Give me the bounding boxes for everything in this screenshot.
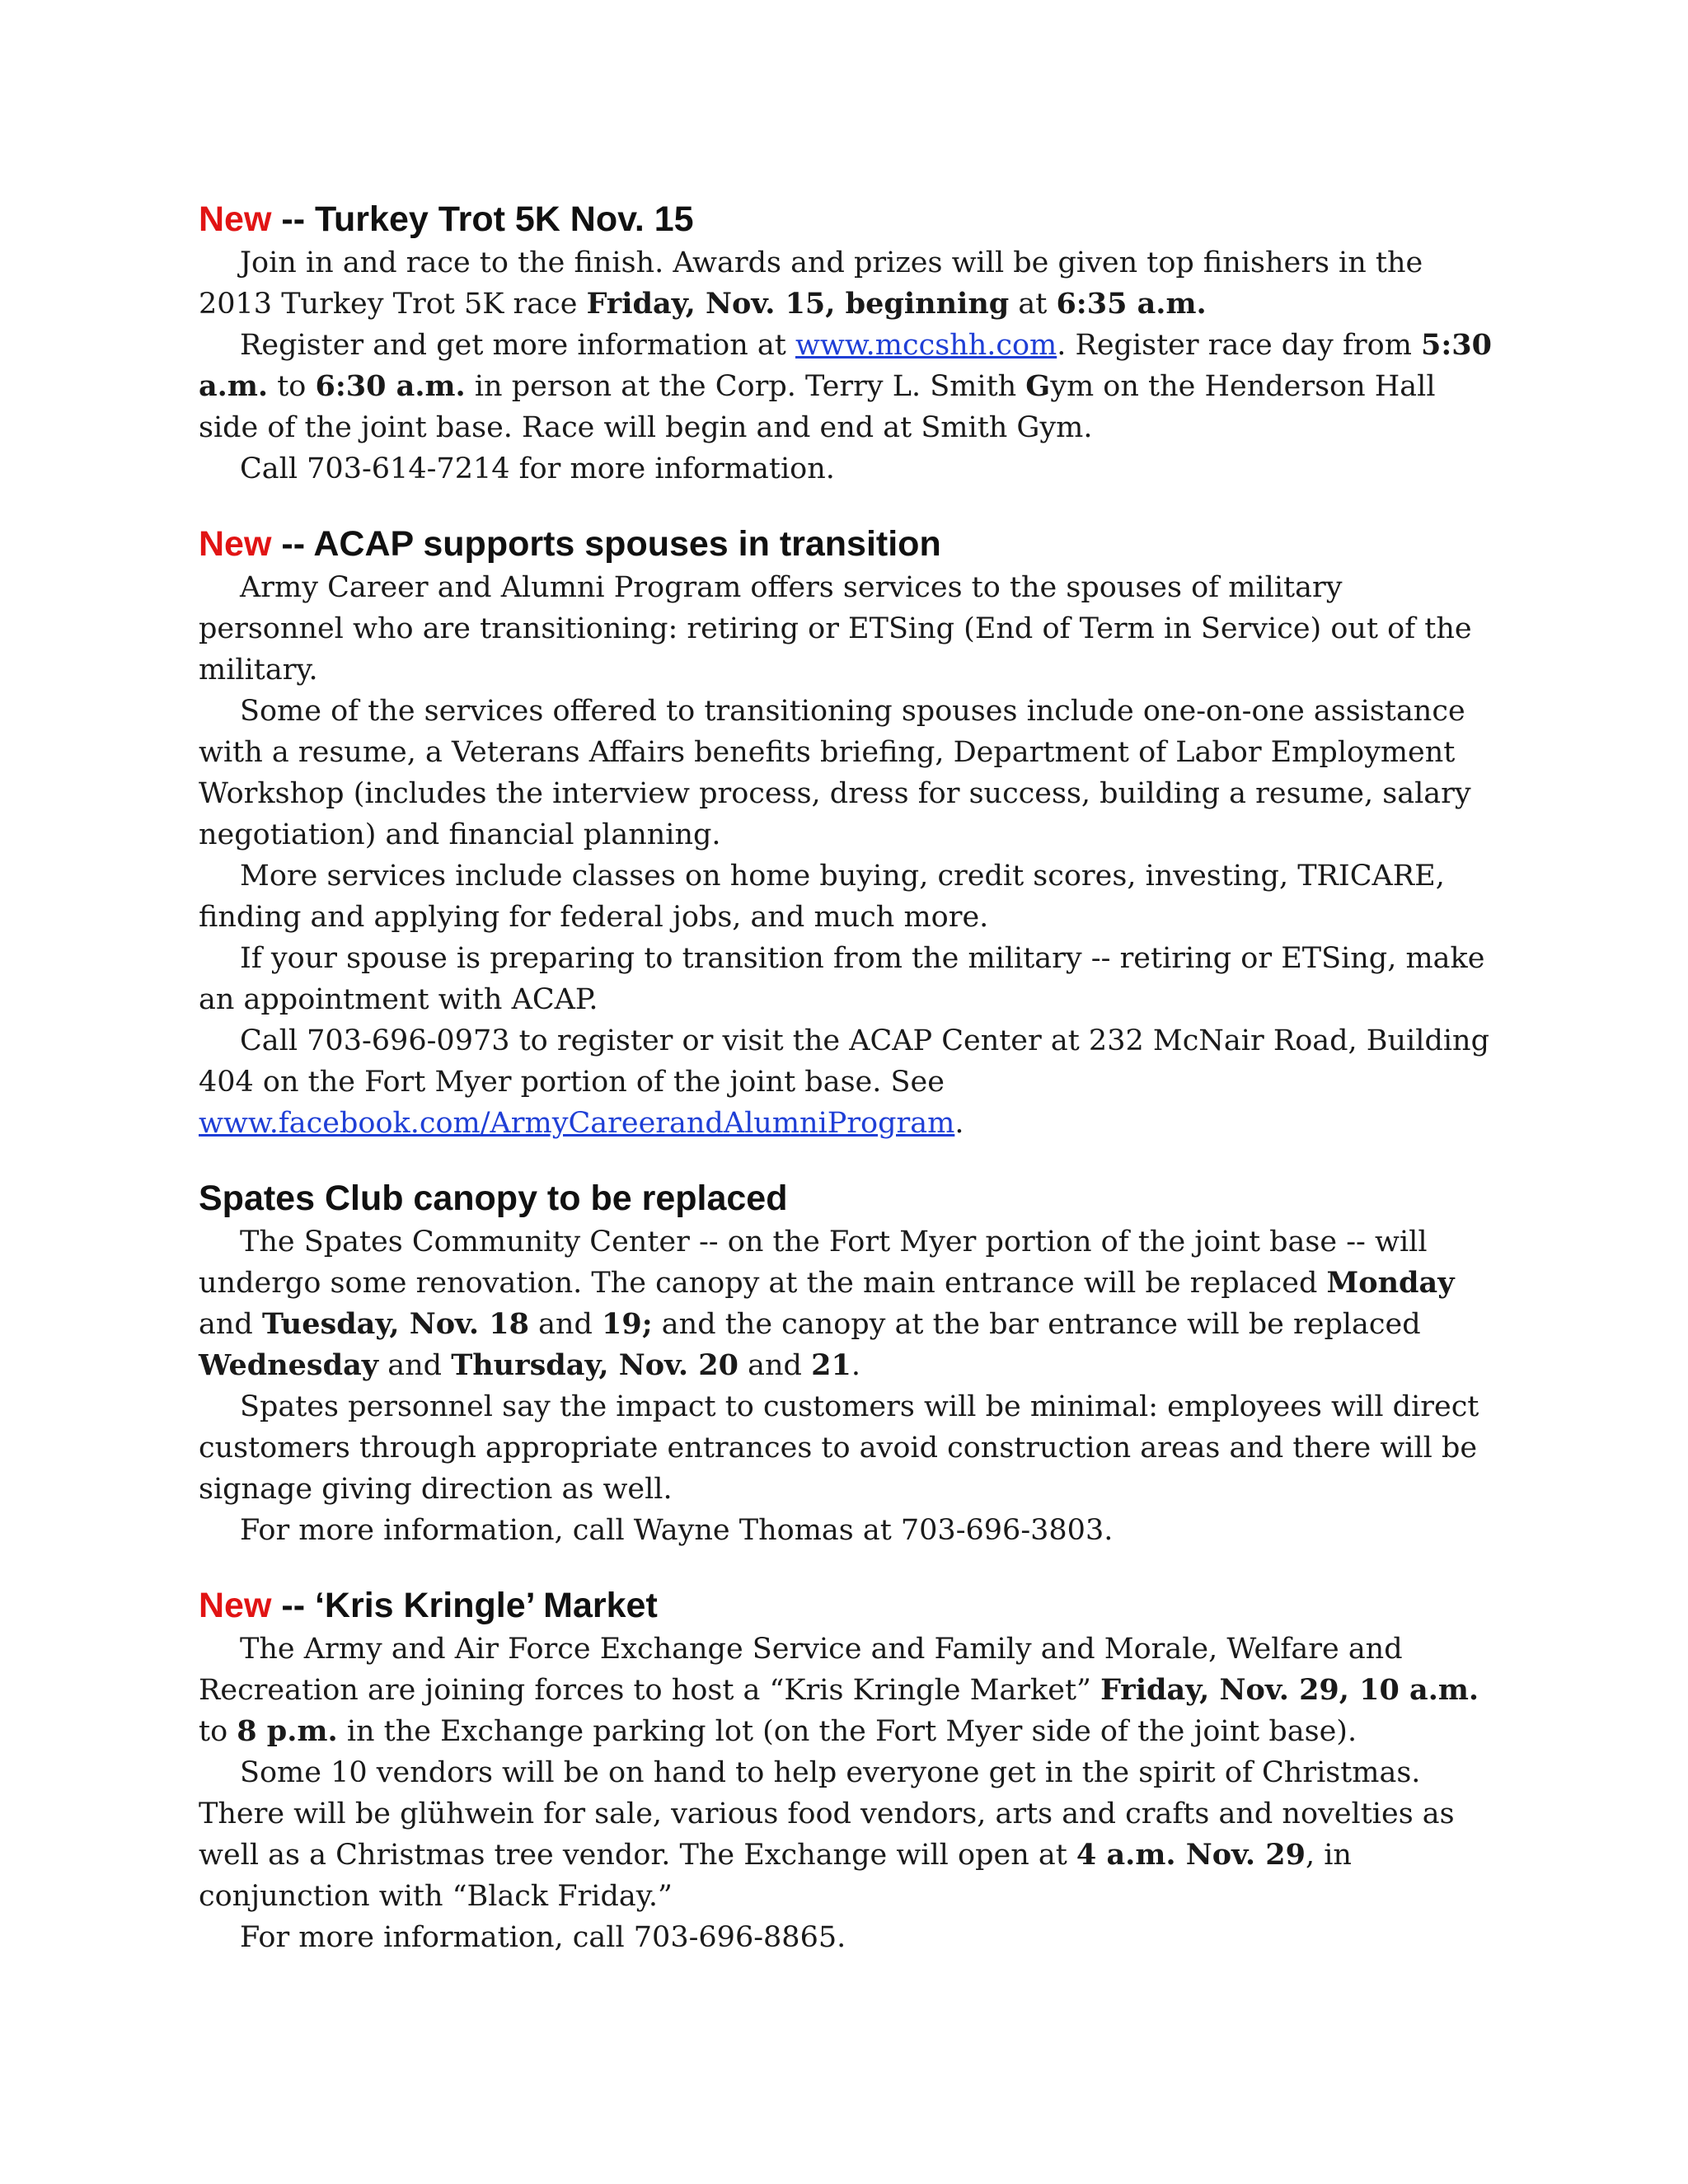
paragraph: Army Career and Alumni Program offers services to the spouses of military personnel who are transitioning: retiring or ETSing (End of Term in Service) out of the military. [199, 571, 1472, 687]
article-acap [199, 521, 1493, 1144]
bold-time: 6:30 a.m. [315, 369, 466, 403]
text: to [268, 370, 316, 403]
paragraph [199, 1221, 1493, 1386]
paragraph [199, 1629, 1493, 1752]
text: ym on the Henderson Hall side of the joint base. Race will begin and end at Smith Gym. [199, 370, 1436, 444]
bold-date: Friday, Nov. 15, beginning [586, 287, 1010, 321]
paragraph [199, 1020, 1493, 1144]
text: and the canopy at the bar entrance will be replaced [652, 1308, 1421, 1341]
bold-time: 5:30 a.m. [199, 328, 1493, 403]
text: , in conjunction with “Black Friday.” [199, 1839, 1352, 1913]
paragraph: For more information, call Wayne Thomas at 703-696-3803. [240, 1514, 1114, 1547]
mccshh-link[interactable]: www.mccshh.com [795, 329, 1057, 362]
text: and [199, 1308, 262, 1341]
bold-day: Wednesday [199, 1348, 379, 1382]
text: . Register race day from [1057, 329, 1422, 362]
bold-date: Tuesday, Nov. 18 [261, 1307, 529, 1341]
text: The Army and Air Force Exchange Service and Family and Morale, Welfare and Recreation are joining forces to host a “Kris Kringle Market” [199, 1633, 1403, 1707]
paragraph: Spates personnel say the impact to customers will be minimal: employees will direct customers through appropriate entrances to avoid construction areas and there will be signage giving direction as well. [199, 1390, 1479, 1506]
paragraph [199, 242, 1493, 325]
headline-text: -- Turkey Trot 5K Nov. 15 [271, 199, 694, 239]
paragraph [199, 325, 1493, 448]
bold-letter: G [1025, 369, 1051, 403]
text: in the Exchange parking lot (on the Fort Myer side of the joint base). [337, 1715, 1357, 1748]
headline-text: Spates Club canopy to be replaced [199, 1179, 788, 1218]
text: Some 10 vendors will be on hand to help everyone get in the spirit of Christmas. There will be glühwein for sale, various food vendors, arts and crafts and novelties as well as a Christmas tree vendor. The Exchange will open at [199, 1756, 1455, 1872]
paragraph: More services include classes on home buying, credit scores, investing, TRICARE, finding and applying for federal jobs, and much more. [199, 860, 1445, 934]
new-tag: New [199, 524, 272, 564]
bold-date: 19; [602, 1307, 653, 1341]
paragraph [199, 1752, 1493, 1917]
paragraph: For more information, call 703-696-8865. [240, 1921, 846, 1954]
paragraph: Some of the services offered to transitioning spouses include one-on-one assistance with a resume, a Veterans Affairs benefits briefing, Department of Labor Employment Workshop (includes the interview process, dress for success, building a resume, salary negotiation) and financial planning. [199, 695, 1471, 851]
article-kris-kringle [199, 1582, 1493, 1958]
text: to [199, 1715, 237, 1748]
bold-date: Thursday, Nov. 20 [451, 1348, 739, 1382]
text: The Spates Community Center -- on the Fort Myer portion of the joint base -- will undergo some renovation. The canopy at the main entrance will be replaced [199, 1226, 1428, 1300]
paragraph: If your spouse is preparing to transition from the military -- retiring or ETSing, make an appointment with ACAP. [199, 942, 1485, 1016]
headline-text: -- ACAP supports spouses in transition [271, 524, 941, 564]
text: . [851, 1349, 860, 1382]
facebook-acap-link[interactable]: www.facebook.com/ArmyCareerandAlumniProgram [199, 1107, 955, 1140]
bold-date: 4 a.m. Nov. 29 [1076, 1838, 1306, 1872]
bold-time: 8 p.m. [237, 1714, 338, 1748]
new-tag: New [199, 1586, 272, 1625]
article-headline [199, 196, 1493, 242]
bold-date: Friday, Nov. 29, 10 a.m. [1100, 1673, 1479, 1707]
article-spates-club [199, 1175, 1493, 1551]
text: and [528, 1308, 603, 1341]
article-headline [199, 1175, 1493, 1221]
text: in person at the Corp. Terry L. Smith [465, 370, 1026, 403]
new-tag: New [199, 199, 272, 239]
bold-time: 6:35 a.m. [1056, 287, 1207, 321]
article-turkey-trot [199, 196, 1493, 490]
article-headline [199, 521, 1493, 567]
bold-date: 21 [811, 1348, 851, 1382]
text: and [738, 1349, 812, 1382]
text: and [378, 1349, 452, 1382]
text: . [954, 1107, 964, 1140]
headline-text: -- ‘Kris Kringle’ Market [271, 1586, 658, 1625]
document-page [199, 196, 1493, 1990]
bold-day: Monday [1326, 1266, 1455, 1300]
paragraph: Call 703-614-7214 for more information. [240, 452, 835, 485]
text: Call 703-696-0973 to register or visit the ACAP Center at 232 McNair Road, Building 404 on the Fort Myer portion of the joint base. See [199, 1024, 1489, 1099]
text: Join in and race to the finish. Awards and prizes will be given top finishers in the 2013 Turkey Trot 5K race [199, 246, 1423, 321]
text: Register and get more information at [240, 329, 795, 362]
article-headline [199, 1582, 1493, 1629]
text: at [1009, 288, 1057, 321]
